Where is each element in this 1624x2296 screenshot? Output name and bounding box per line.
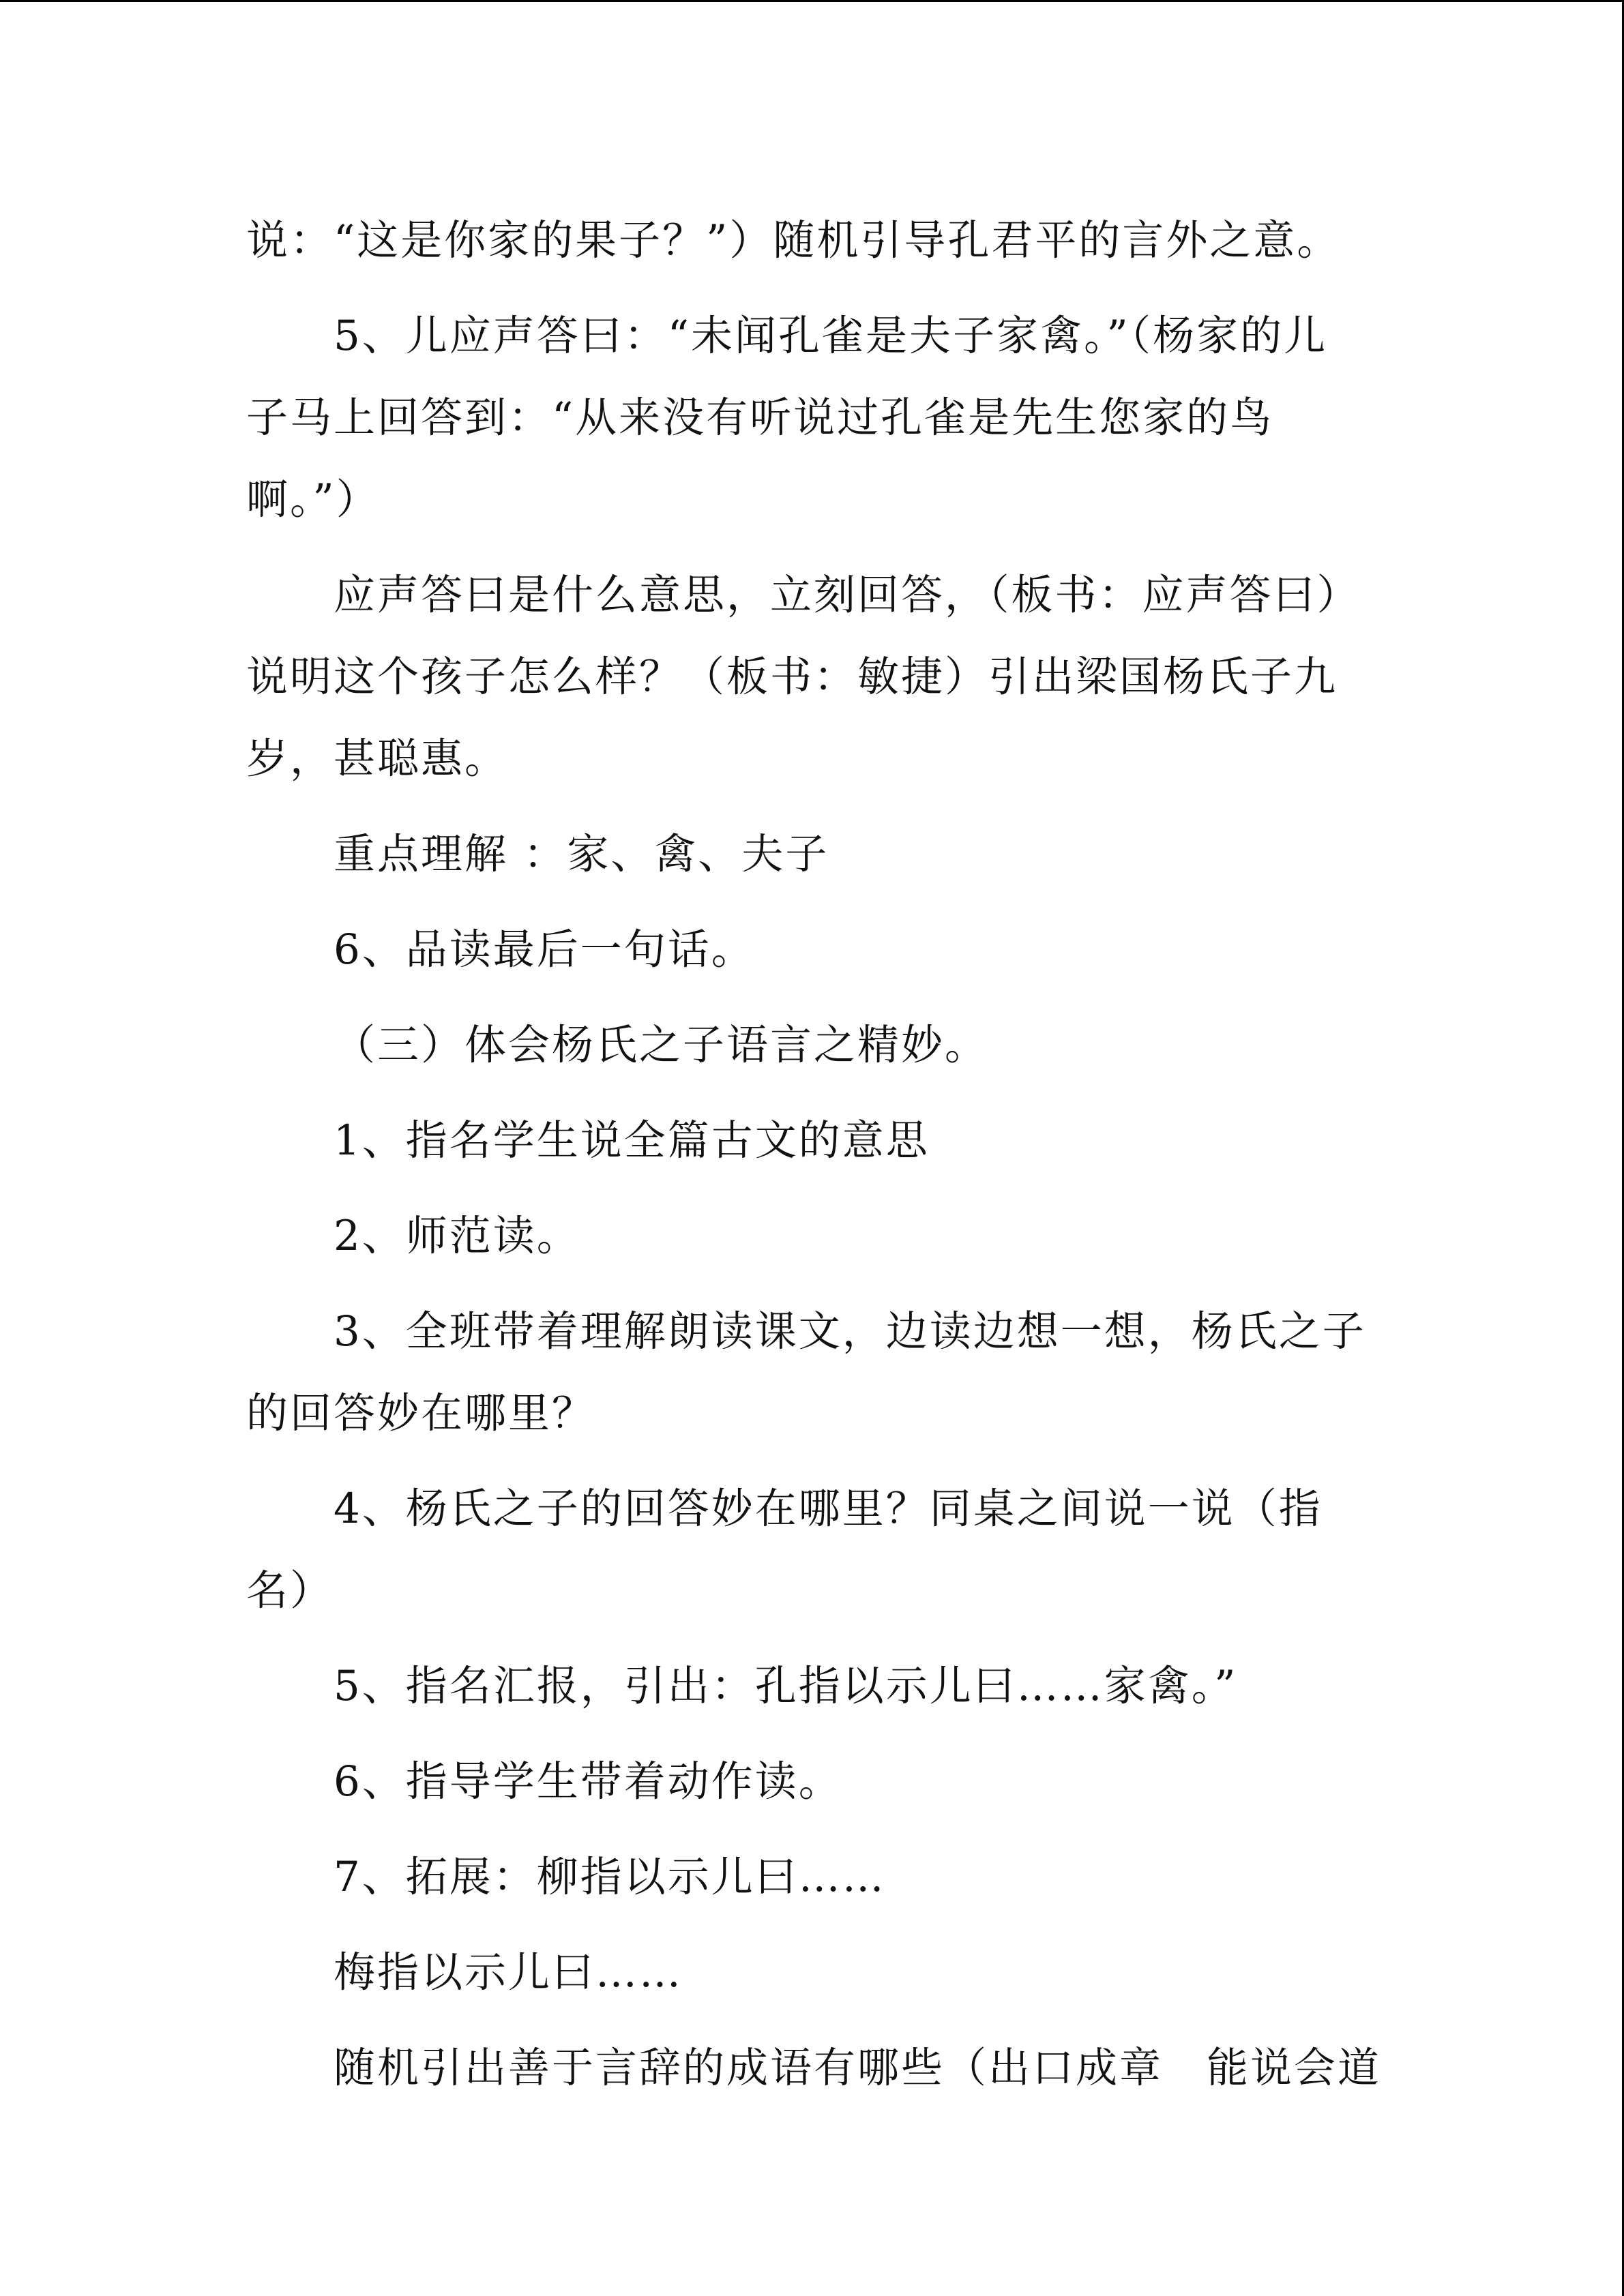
text-line-7: 岁，甚聪惠。 <box>246 734 509 783</box>
text-line-20: 梅指以示儿曰…… <box>334 1948 683 1997</box>
text-line-21: 随机引出善于言辞的成语有哪些（出口成章 能说会道 <box>334 2044 1382 2092</box>
document-body <box>246 200 1382 2109</box>
text-line-12: 2、师范读。 <box>334 1212 580 1260</box>
text-line-9: 6、品读最后一句话。 <box>334 925 755 974</box>
text-line-14: 的回答妙在哪里？ <box>246 1389 596 1437</box>
text-line-11: 1、指名学生说全篇古文的意思 <box>334 1116 930 1165</box>
text-line-6: 说明这个孩子怎么样？（板书：敏捷）引出梁国杨氏子九 <box>246 653 1338 701</box>
text-line-8: 重点理解 ：家、禽、夫子 <box>334 830 829 878</box>
text-line-13: 3、全班带着理解朗读课文，边读边想一想，杨氏之子 <box>334 1307 1366 1356</box>
text-line-17: 5、指名汇报，引出：孔指以示儿曰……家禽。” <box>334 1662 1238 1710</box>
text-line-15: 4、杨氏之子的回答妙在哪里？同桌之间说一说（指 <box>334 1485 1323 1533</box>
text-line-5: 应声答曰是什么意思，立刻回答，（板书：应声答曰） <box>334 571 1361 619</box>
text-line-19: 7、拓展：柳指以示儿曰…… <box>334 1853 886 1901</box>
text-line-1: 说：“这是你家的果子？”）随机引导孔君平的言外之意。 <box>246 216 1341 265</box>
text-line-16: 名） <box>246 1566 334 1615</box>
text-line-4: 啊。”） <box>246 475 380 524</box>
text-line-10: （三）体会杨氏之子语言之精妙。 <box>334 1021 989 1069</box>
text-line-3: 子马上回答到：“从来没有听说过孔雀是先生您家的鸟 <box>246 393 1274 442</box>
text-line-18: 6、指导学生带着动作读。 <box>334 1757 842 1806</box>
text-line-2: 5、儿应声答曰：“未闻孔雀是夫子家禽。”（杨家的儿 <box>334 312 1328 360</box>
